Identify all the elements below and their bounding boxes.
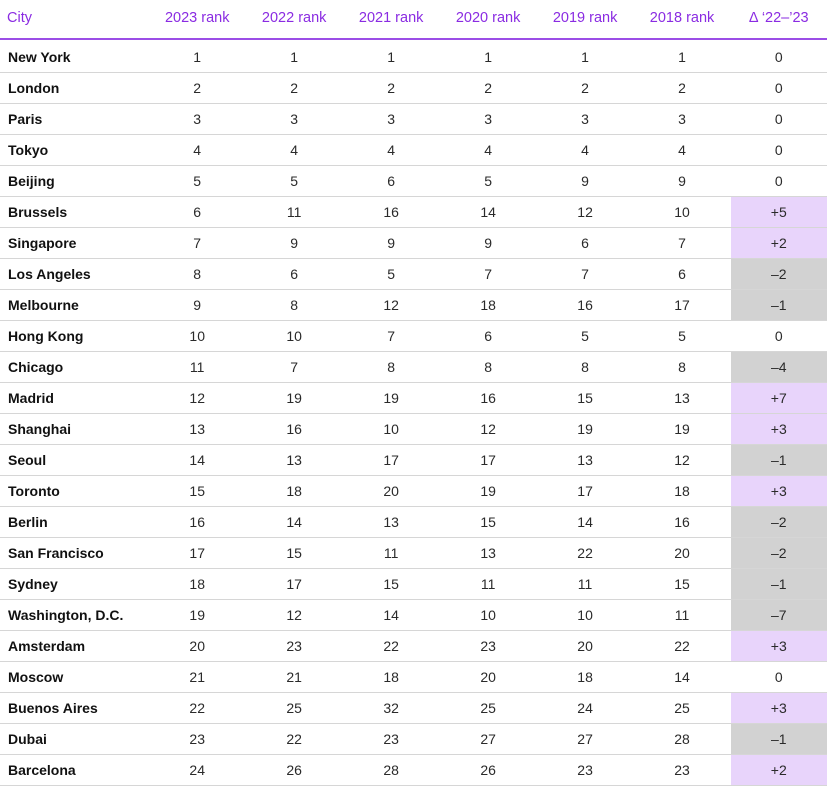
rank-change-cell: +7 bbox=[731, 383, 827, 414]
city-name-cell: Brussels bbox=[0, 197, 149, 228]
rank-change-cell: –1 bbox=[731, 569, 827, 600]
rank-2018-cell: 5 bbox=[634, 321, 731, 352]
rank-2019-cell: 16 bbox=[537, 290, 634, 321]
rank-2023-cell: 10 bbox=[149, 321, 246, 352]
rank-2021-cell: 16 bbox=[343, 197, 440, 228]
rank-2018-cell: 2 bbox=[634, 73, 731, 104]
city-name-cell: Madrid bbox=[0, 383, 149, 414]
rank-2021-cell: 1 bbox=[343, 39, 440, 73]
rank-2020-cell: 7 bbox=[440, 259, 537, 290]
rank-2019-cell: 7 bbox=[537, 259, 634, 290]
rank-2021-cell: 10 bbox=[343, 414, 440, 445]
rank-2022-cell: 2 bbox=[246, 73, 343, 104]
rank-change-cell: 0 bbox=[731, 135, 827, 166]
rank-change-cell: +2 bbox=[731, 755, 827, 786]
rank-2021-cell: 28 bbox=[343, 755, 440, 786]
rank-2022-cell: 21 bbox=[246, 662, 343, 693]
city-name-cell: Toronto bbox=[0, 476, 149, 507]
rank-2022-cell: 8 bbox=[246, 290, 343, 321]
table-row bbox=[0, 476, 827, 507]
table-row bbox=[0, 104, 827, 135]
rank-2019-cell: 13 bbox=[537, 445, 634, 476]
rank-2019-cell: 3 bbox=[537, 104, 634, 135]
rank-2019-cell: 10 bbox=[537, 600, 634, 631]
rank-2023-cell: 19 bbox=[149, 600, 246, 631]
table-row bbox=[0, 352, 827, 383]
city-name-cell: Hong Kong bbox=[0, 321, 149, 352]
rank-2018-cell: 3 bbox=[634, 104, 731, 135]
column-header-city: City bbox=[0, 0, 149, 39]
rank-2020-cell: 4 bbox=[440, 135, 537, 166]
rank-2020-cell: 15 bbox=[440, 507, 537, 538]
column-header-change: Δ ‘22–’23 bbox=[731, 0, 827, 39]
table-row bbox=[0, 445, 827, 476]
city-name-cell: Washington, D.C. bbox=[0, 600, 149, 631]
city-name-cell: Shanghai bbox=[0, 414, 149, 445]
rank-2021-cell: 18 bbox=[343, 662, 440, 693]
rank-2021-cell: 23 bbox=[343, 724, 440, 755]
rank-2021-cell: 6 bbox=[343, 166, 440, 197]
column-header-2020-rank: 2020 rank bbox=[440, 0, 537, 39]
rank-2018-cell: 9 bbox=[634, 166, 731, 197]
city-name-cell: Dubai bbox=[0, 724, 149, 755]
rank-2019-cell: 17 bbox=[537, 476, 634, 507]
rank-2020-cell: 2 bbox=[440, 73, 537, 104]
table-row bbox=[0, 631, 827, 662]
table-row bbox=[0, 600, 827, 631]
rank-2020-cell: 17 bbox=[440, 445, 537, 476]
city-name-cell: Los Angeles bbox=[0, 259, 149, 290]
rank-2019-cell: 15 bbox=[537, 383, 634, 414]
city-name-cell: Moscow bbox=[0, 662, 149, 693]
table-row bbox=[0, 662, 827, 693]
rank-2018-cell: 8 bbox=[634, 352, 731, 383]
rank-2021-cell: 19 bbox=[343, 383, 440, 414]
rank-2023-cell: 23 bbox=[149, 724, 246, 755]
rank-2020-cell: 23 bbox=[440, 631, 537, 662]
rank-2020-cell: 25 bbox=[440, 693, 537, 724]
rank-2022-cell: 23 bbox=[246, 631, 343, 662]
column-header-2018-rank: 2018 rank bbox=[634, 0, 731, 39]
rank-2022-cell: 14 bbox=[246, 507, 343, 538]
rank-2019-cell: 27 bbox=[537, 724, 634, 755]
rank-2018-cell: 22 bbox=[634, 631, 731, 662]
rank-2020-cell: 19 bbox=[440, 476, 537, 507]
table-row bbox=[0, 39, 827, 73]
rank-2023-cell: 14 bbox=[149, 445, 246, 476]
rank-2021-cell: 14 bbox=[343, 600, 440, 631]
rank-2023-cell: 3 bbox=[149, 104, 246, 135]
rank-2022-cell: 4 bbox=[246, 135, 343, 166]
rank-change-cell: +5 bbox=[731, 197, 827, 228]
rank-2021-cell: 7 bbox=[343, 321, 440, 352]
rank-2022-cell: 16 bbox=[246, 414, 343, 445]
table-row bbox=[0, 135, 827, 166]
rank-2018-cell: 1 bbox=[634, 39, 731, 73]
table-row bbox=[0, 693, 827, 724]
rank-2022-cell: 7 bbox=[246, 352, 343, 383]
rank-2020-cell: 6 bbox=[440, 321, 537, 352]
column-header-2021-rank: 2021 rank bbox=[343, 0, 440, 39]
rank-2018-cell: 6 bbox=[634, 259, 731, 290]
table-row bbox=[0, 228, 827, 259]
rank-2020-cell: 9 bbox=[440, 228, 537, 259]
rank-2018-cell: 28 bbox=[634, 724, 731, 755]
rank-2021-cell: 13 bbox=[343, 507, 440, 538]
rank-2022-cell: 13 bbox=[246, 445, 343, 476]
rank-change-cell: 0 bbox=[731, 662, 827, 693]
rank-change-cell: +3 bbox=[731, 476, 827, 507]
city-name-cell: Berlin bbox=[0, 507, 149, 538]
rank-2023-cell: 11 bbox=[149, 352, 246, 383]
rank-2020-cell: 5 bbox=[440, 166, 537, 197]
table-row bbox=[0, 73, 827, 104]
rank-2022-cell: 26 bbox=[246, 755, 343, 786]
rank-2020-cell: 18 bbox=[440, 290, 537, 321]
rank-2023-cell: 18 bbox=[149, 569, 246, 600]
city-name-cell: Barcelona bbox=[0, 755, 149, 786]
column-header-2019-rank: 2019 rank bbox=[537, 0, 634, 39]
rank-2022-cell: 9 bbox=[246, 228, 343, 259]
rank-change-cell: +2 bbox=[731, 228, 827, 259]
city-name-cell: London bbox=[0, 73, 149, 104]
rank-2019-cell: 8 bbox=[537, 352, 634, 383]
city-name-cell: Seoul bbox=[0, 445, 149, 476]
rank-2020-cell: 14 bbox=[440, 197, 537, 228]
rank-2022-cell: 15 bbox=[246, 538, 343, 569]
rank-2019-cell: 6 bbox=[537, 228, 634, 259]
rank-2022-cell: 11 bbox=[246, 197, 343, 228]
city-name-cell: Singapore bbox=[0, 228, 149, 259]
rank-2023-cell: 6 bbox=[149, 197, 246, 228]
rank-change-cell: 0 bbox=[731, 321, 827, 352]
rank-2018-cell: 19 bbox=[634, 414, 731, 445]
rank-2018-cell: 18 bbox=[634, 476, 731, 507]
rank-2018-cell: 23 bbox=[634, 755, 731, 786]
rank-change-cell: –2 bbox=[731, 538, 827, 569]
table-row bbox=[0, 414, 827, 445]
rank-2021-cell: 9 bbox=[343, 228, 440, 259]
rank-2022-cell: 22 bbox=[246, 724, 343, 755]
rank-2021-cell: 4 bbox=[343, 135, 440, 166]
rank-2020-cell: 1 bbox=[440, 39, 537, 73]
rank-change-cell: 0 bbox=[731, 166, 827, 197]
city-name-cell: Tokyo bbox=[0, 135, 149, 166]
rank-2021-cell: 32 bbox=[343, 693, 440, 724]
rank-change-cell: +3 bbox=[731, 414, 827, 445]
rank-2023-cell: 7 bbox=[149, 228, 246, 259]
rank-2019-cell: 18 bbox=[537, 662, 634, 693]
rank-2023-cell: 15 bbox=[149, 476, 246, 507]
rank-2023-cell: 17 bbox=[149, 538, 246, 569]
rank-2020-cell: 26 bbox=[440, 755, 537, 786]
rank-2019-cell: 2 bbox=[537, 73, 634, 104]
rank-2022-cell: 17 bbox=[246, 569, 343, 600]
rank-2022-cell: 6 bbox=[246, 259, 343, 290]
city-name-cell: San Francisco bbox=[0, 538, 149, 569]
rank-2020-cell: 20 bbox=[440, 662, 537, 693]
city-name-cell: Amsterdam bbox=[0, 631, 149, 662]
table-row bbox=[0, 259, 827, 290]
rank-2020-cell: 13 bbox=[440, 538, 537, 569]
rank-2018-cell: 13 bbox=[634, 383, 731, 414]
rank-2023-cell: 16 bbox=[149, 507, 246, 538]
rank-2018-cell: 16 bbox=[634, 507, 731, 538]
rank-2023-cell: 13 bbox=[149, 414, 246, 445]
rank-2019-cell: 14 bbox=[537, 507, 634, 538]
rank-2022-cell: 10 bbox=[246, 321, 343, 352]
rank-change-cell: +3 bbox=[731, 693, 827, 724]
rank-2021-cell: 12 bbox=[343, 290, 440, 321]
rank-2019-cell: 4 bbox=[537, 135, 634, 166]
rank-2022-cell: 5 bbox=[246, 166, 343, 197]
rank-2020-cell: 10 bbox=[440, 600, 537, 631]
rank-2023-cell: 22 bbox=[149, 693, 246, 724]
rank-2022-cell: 25 bbox=[246, 693, 343, 724]
rank-2023-cell: 2 bbox=[149, 73, 246, 104]
rank-2018-cell: 12 bbox=[634, 445, 731, 476]
rank-change-cell: 0 bbox=[731, 73, 827, 104]
rank-2022-cell: 19 bbox=[246, 383, 343, 414]
rank-2023-cell: 12 bbox=[149, 383, 246, 414]
rank-change-cell: 0 bbox=[731, 39, 827, 73]
rank-2020-cell: 8 bbox=[440, 352, 537, 383]
rank-2018-cell: 14 bbox=[634, 662, 731, 693]
city-name-cell: New York bbox=[0, 39, 149, 73]
rank-2019-cell: 5 bbox=[537, 321, 634, 352]
rank-change-cell: –2 bbox=[731, 507, 827, 538]
rank-2018-cell: 25 bbox=[634, 693, 731, 724]
rank-change-cell: +3 bbox=[731, 631, 827, 662]
rank-2019-cell: 11 bbox=[537, 569, 634, 600]
rank-2019-cell: 9 bbox=[537, 166, 634, 197]
rank-2018-cell: 4 bbox=[634, 135, 731, 166]
rank-2020-cell: 27 bbox=[440, 724, 537, 755]
rank-2021-cell: 11 bbox=[343, 538, 440, 569]
rank-2021-cell: 20 bbox=[343, 476, 440, 507]
table-row bbox=[0, 724, 827, 755]
rank-change-cell: –1 bbox=[731, 290, 827, 321]
rank-change-cell: 0 bbox=[731, 104, 827, 135]
header-row bbox=[0, 0, 827, 39]
city-name-cell: Sydney bbox=[0, 569, 149, 600]
rank-2023-cell: 20 bbox=[149, 631, 246, 662]
rank-2019-cell: 1 bbox=[537, 39, 634, 73]
rank-2021-cell: 17 bbox=[343, 445, 440, 476]
rank-2018-cell: 11 bbox=[634, 600, 731, 631]
rank-2022-cell: 3 bbox=[246, 104, 343, 135]
rank-change-cell: –7 bbox=[731, 600, 827, 631]
rank-2021-cell: 3 bbox=[343, 104, 440, 135]
city-name-cell: Melbourne bbox=[0, 290, 149, 321]
rank-2020-cell: 12 bbox=[440, 414, 537, 445]
table-row bbox=[0, 290, 827, 321]
rank-2018-cell: 17 bbox=[634, 290, 731, 321]
city-name-cell: Buenos Aires bbox=[0, 693, 149, 724]
rank-2023-cell: 4 bbox=[149, 135, 246, 166]
table-row bbox=[0, 321, 827, 352]
rank-2019-cell: 12 bbox=[537, 197, 634, 228]
rank-2018-cell: 20 bbox=[634, 538, 731, 569]
rank-2021-cell: 8 bbox=[343, 352, 440, 383]
table-body bbox=[0, 39, 827, 786]
rank-2022-cell: 12 bbox=[246, 600, 343, 631]
rank-2020-cell: 16 bbox=[440, 383, 537, 414]
rank-2019-cell: 22 bbox=[537, 538, 634, 569]
rank-2019-cell: 24 bbox=[537, 693, 634, 724]
rank-2021-cell: 5 bbox=[343, 259, 440, 290]
table-row bbox=[0, 166, 827, 197]
rank-2022-cell: 1 bbox=[246, 39, 343, 73]
city-name-cell: Paris bbox=[0, 104, 149, 135]
rank-2023-cell: 24 bbox=[149, 755, 246, 786]
rank-2023-cell: 21 bbox=[149, 662, 246, 693]
table-row bbox=[0, 507, 827, 538]
table-row bbox=[0, 383, 827, 414]
rank-2021-cell: 22 bbox=[343, 631, 440, 662]
rank-change-cell: –1 bbox=[731, 724, 827, 755]
rank-2023-cell: 1 bbox=[149, 39, 246, 73]
rank-2019-cell: 19 bbox=[537, 414, 634, 445]
table-row bbox=[0, 569, 827, 600]
rank-change-cell: –1 bbox=[731, 445, 827, 476]
city-name-cell: Beijing bbox=[0, 166, 149, 197]
rank-2021-cell: 15 bbox=[343, 569, 440, 600]
table-row bbox=[0, 197, 827, 228]
rank-2023-cell: 5 bbox=[149, 166, 246, 197]
rank-2022-cell: 18 bbox=[246, 476, 343, 507]
rank-2023-cell: 8 bbox=[149, 259, 246, 290]
rank-2019-cell: 23 bbox=[537, 755, 634, 786]
rank-2018-cell: 7 bbox=[634, 228, 731, 259]
rank-2023-cell: 9 bbox=[149, 290, 246, 321]
rank-2018-cell: 10 bbox=[634, 197, 731, 228]
column-header-2023-rank: 2023 rank bbox=[149, 0, 246, 39]
rank-2019-cell: 20 bbox=[537, 631, 634, 662]
table-row bbox=[0, 538, 827, 569]
rank-change-cell: –2 bbox=[731, 259, 827, 290]
rank-2020-cell: 3 bbox=[440, 104, 537, 135]
rank-change-cell: –4 bbox=[731, 352, 827, 383]
rank-2020-cell: 11 bbox=[440, 569, 537, 600]
rank-2021-cell: 2 bbox=[343, 73, 440, 104]
column-header-2022-rank: 2022 rank bbox=[246, 0, 343, 39]
rank-2018-cell: 15 bbox=[634, 569, 731, 600]
city-name-cell: Chicago bbox=[0, 352, 149, 383]
